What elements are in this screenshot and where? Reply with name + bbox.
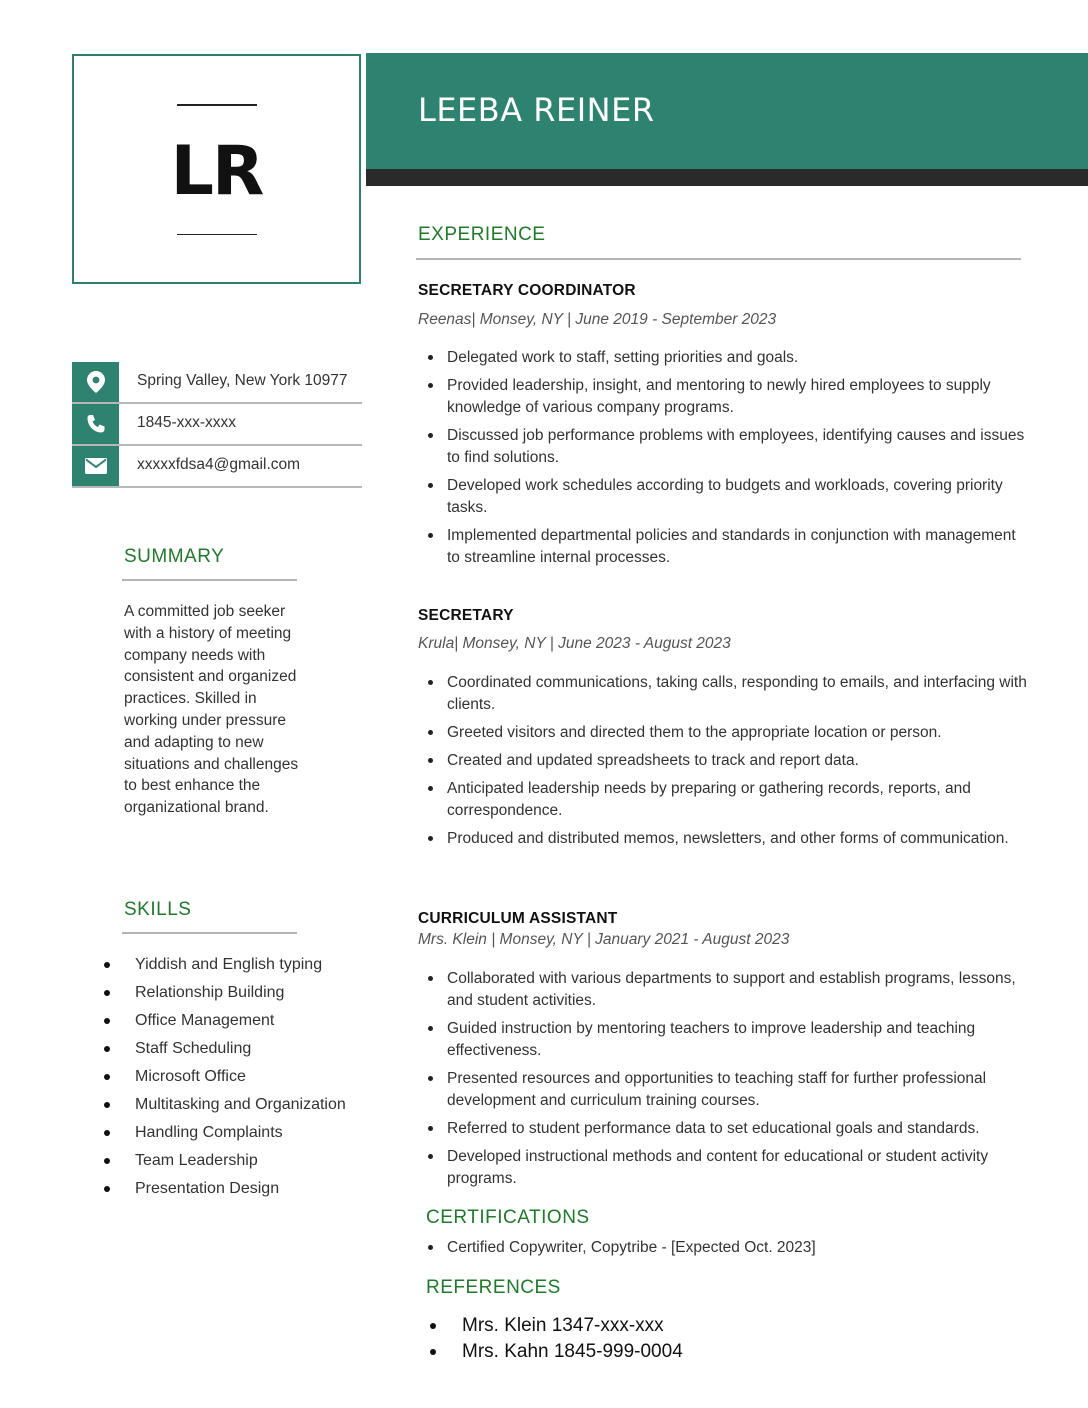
monogram-initials: LR — [170, 132, 263, 211]
job-bullet: Developed instructional methods and content for educational or student activity programs. — [428, 1146, 1028, 1190]
contact-address: Spring Valley, New York 10977 — [137, 372, 348, 389]
job-bullet: Presented resources and opportunities to teaching staff for further professional development and curriculum training courses. — [428, 1068, 1028, 1112]
references-heading: REFERENCES — [426, 1277, 561, 1298]
job-title: CURRICULUM ASSISTANT — [418, 910, 618, 927]
job-bullet: Greeted visitors and directed them to the appropriate location or person. — [428, 722, 1028, 744]
job-meta: Mrs. Klein | Monsey, NY | January 2021 - August 2023 — [418, 931, 790, 948]
phone-icon — [72, 404, 119, 444]
certification-item: Certified Copywriter, Copytribe - [Expected Oct. 2023] — [428, 1237, 1028, 1259]
job-bullet: Collaborated with various departments to support and establish programs, lessons, and student activities. — [428, 968, 1028, 1012]
skill-item: Staff Scheduling — [104, 1038, 346, 1066]
name-header-band — [366, 53, 1088, 169]
skill-item: Multitasking and Organization — [104, 1094, 346, 1122]
reference-item: Mrs. Klein 1347-xxx-xxx — [430, 1313, 683, 1339]
job-meta: Krula| Monsey, NY | June 2023 - August 2023 — [418, 635, 731, 652]
job-bullets — [428, 672, 1028, 856]
skills-rule — [122, 932, 297, 934]
skills-heading: SKILLS — [124, 899, 192, 920]
job-bullet: Anticipated leadership needs by preparing or gathering records, reports, and correspondence. — [428, 778, 1028, 822]
contact-phone-row — [72, 404, 362, 446]
job-bullet: Developed work schedules according to budgets and workloads, covering priority tasks. — [428, 475, 1028, 519]
job-meta: Reenas| Monsey, NY | June 2019 - September 2023 — [418, 311, 777, 328]
contact-address-row — [72, 362, 362, 404]
job-bullets — [428, 347, 1028, 575]
summary-heading: SUMMARY — [124, 546, 225, 567]
skill-item: Microsoft Office — [104, 1066, 346, 1094]
job-bullet: Created and updated spreadsheets to track and report data. — [428, 750, 1028, 772]
references-list — [430, 1313, 683, 1365]
monogram-bottom-line — [177, 234, 257, 235]
contact-phone: 1845-xxx-xxxx — [137, 414, 237, 431]
skills-list — [104, 954, 346, 1206]
job-title: SECRETARY — [418, 607, 514, 624]
job-bullet: Guided instruction by mentoring teachers to improve leadership and teaching effectiveness. — [428, 1018, 1028, 1062]
header-dark-stripe — [366, 169, 1088, 186]
job-bullet: Referred to student performance data to set educational goals and standards. — [428, 1118, 1028, 1140]
envelope-icon — [72, 446, 119, 486]
job-bullets — [428, 968, 1028, 1196]
reference-item: Mrs. Kahn 1845-999-0004 — [430, 1339, 683, 1365]
monogram-box — [72, 54, 361, 284]
skill-item: Handling Complaints — [104, 1122, 346, 1150]
experience-rule — [416, 258, 1021, 260]
monogram-top-line — [177, 104, 257, 106]
candidate-name: LEEBA REINER — [418, 91, 655, 129]
contact-email-row — [72, 446, 362, 488]
job-bullet: Discussed job performance problems with employees, identifying causes and issues to find solutions. — [428, 425, 1028, 469]
summary-rule — [122, 579, 297, 581]
job-bullet: Provided leadership, insight, and mentoring to newly hired employees to supply knowledge of various company programs. — [428, 375, 1028, 419]
skill-item: Office Management — [104, 1010, 346, 1038]
experience-heading: EXPERIENCE — [418, 224, 546, 245]
summary-text: A committed job seeker with a history of meeting company needs with consistent and organized practices. Skilled in working under pressure and adapting to new situations and challenges to best enhance the organizational brand. — [124, 603, 299, 817]
job-title: SECRETARY COORDINATOR — [418, 282, 636, 299]
certifications-list — [428, 1237, 1028, 1265]
job-bullet: Implemented departmental policies and standards in conjunction with management to streamline internal processes. — [428, 525, 1028, 569]
job-bullet: Coordinated communications, taking calls, responding to emails, and interfacing with clients. — [428, 672, 1028, 716]
contact-email: xxxxxfdsa4@gmail.com — [137, 456, 301, 473]
skill-item: Presentation Design — [104, 1178, 346, 1206]
job-bullet: Produced and distributed memos, newsletters, and other forms of communication. — [428, 828, 1028, 850]
skill-item: Team Leadership — [104, 1150, 346, 1178]
location-pin-icon — [72, 362, 119, 402]
job-bullet: Delegated work to staff, setting priorities and goals. — [428, 347, 1028, 369]
skill-item: Relationship Building — [104, 982, 346, 1010]
certifications-heading: CERTIFICATIONS — [426, 1207, 590, 1228]
skill-item: Yiddish and English typing — [104, 954, 346, 982]
